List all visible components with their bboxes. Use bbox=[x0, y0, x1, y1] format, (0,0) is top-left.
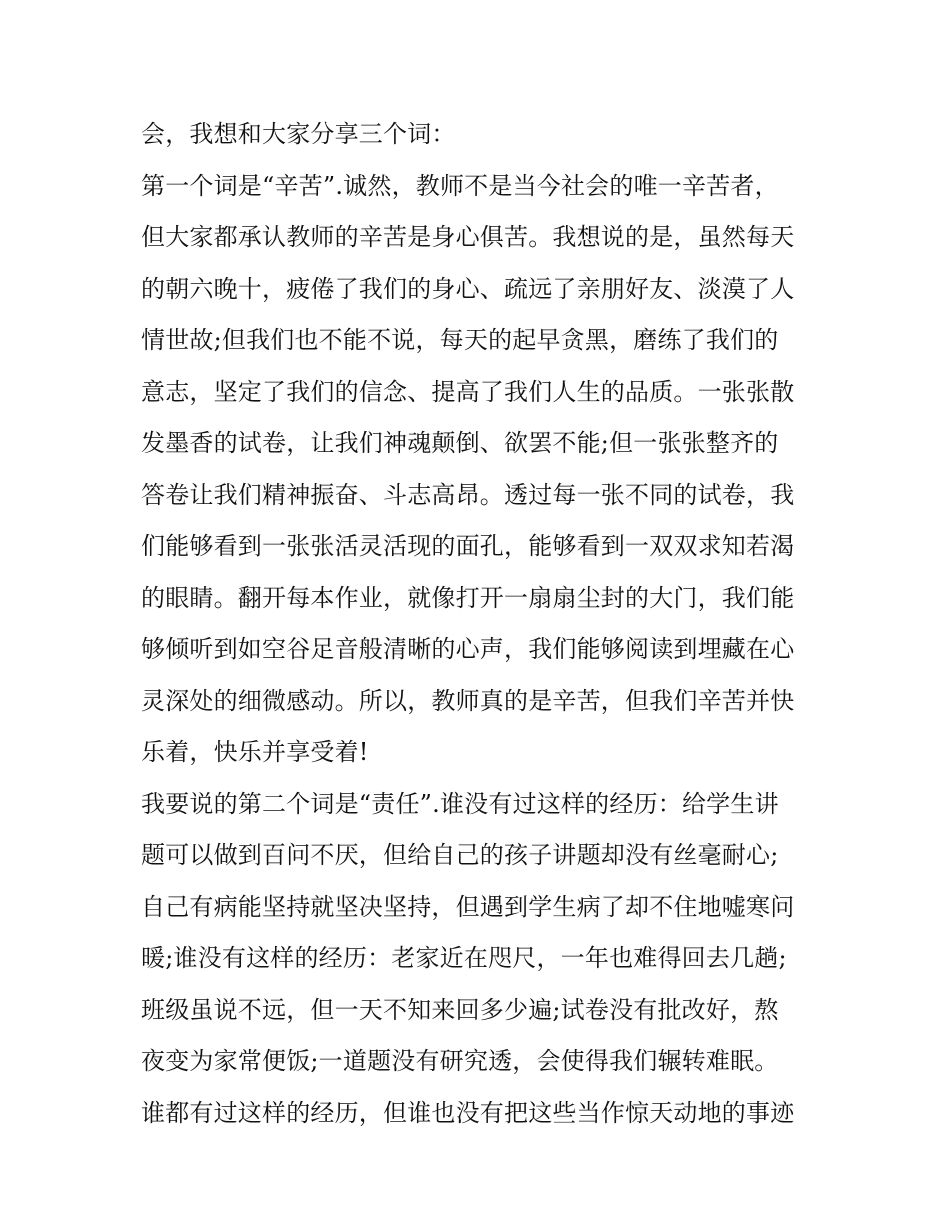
text-line: 暖;谁没有这样的经历：老家近在咫尺，一年也难得回去几趟; bbox=[141, 944, 787, 972]
text-line: 的朝六晚十，疲倦了我们的身心、疏远了亲朋好友、淡漠了人 bbox=[141, 274, 795, 303]
text-line: 够倾听到如空谷足音般清晰的心声，我们能够阅读到埋藏在心 bbox=[141, 635, 795, 663]
text-line: 发墨香的试卷，让我们神魂颠倒、欲罢不能;但一张张整齐的 bbox=[141, 429, 779, 457]
text-line: 们能够看到一张张活灵活现的面孔，能够看到一双双求知若渴 bbox=[141, 532, 795, 560]
text-line: 答卷让我们精神振奋、斗志高昂。透过每一张不同的试卷，我 bbox=[141, 480, 795, 509]
text-line: 我要说的第二个词是“责任”.谁没有过这样的经历：给学生讲 bbox=[141, 789, 779, 818]
text-line: 夜变为家常便饭;一道题没有研究透，会使得我们辗转难眠。 bbox=[141, 1047, 779, 1075]
text-line: 的眼睛。翻开每本作业，就像打开一扇扇尘封的大门，我们能 bbox=[141, 583, 795, 612]
text-line: 谁都有过这样的经历，但谁也没有把这些当作惊天动地的事迹 bbox=[141, 1098, 795, 1127]
text-line: 情世故;但我们也不能不说，每天的起早贪黑，磨练了我们的 bbox=[141, 326, 779, 354]
text-line: 题可以做到百问不厌，但给自己的孩子讲题却没有丝毫耐心; bbox=[141, 841, 779, 869]
text-line: 第一个词是“辛苦”.诚然，教师不是当今社会的唯一辛苦者， bbox=[141, 171, 779, 200]
text-line: 意志，坚定了我们的信念、提高了我们人生的品质。一张张散 bbox=[141, 377, 795, 406]
text-line: 自己有病能坚持就坚决坚持，但遇到学生病了却不住地嘘寒问 bbox=[141, 892, 795, 921]
text-line: 会，我想和大家分享三个词： bbox=[141, 120, 456, 148]
text-line: 灵深处的细微感动。所以，教师真的是辛苦，但我们辛苦并快 bbox=[141, 686, 795, 715]
text-line: 乐着，快乐并享受着! bbox=[141, 738, 369, 766]
text-line: 班级虽说不远，但一天不知来回多少遍;试卷没有批改好，熬 bbox=[141, 995, 779, 1024]
body-text bbox=[141, 109, 821, 1139]
text-line: 但大家都承认教师的辛苦是身心俱苦。我想说的是，虽然每天 bbox=[141, 223, 795, 251]
